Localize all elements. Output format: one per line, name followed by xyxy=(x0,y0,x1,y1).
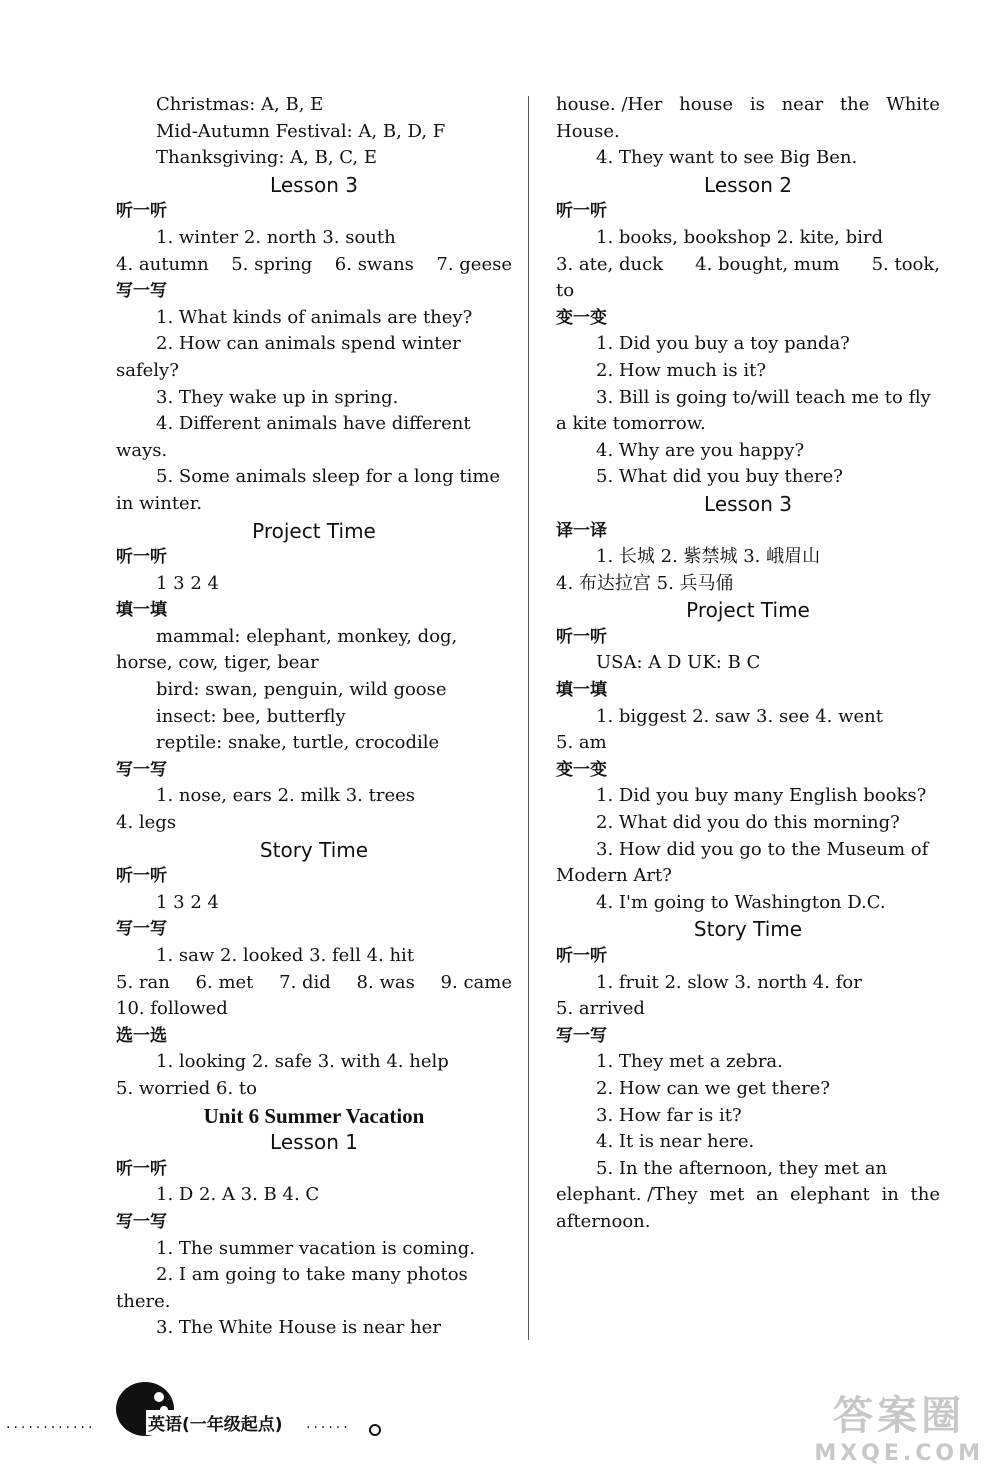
answer-line: 4. They want to see Big Ben. xyxy=(596,147,858,169)
answer-line: 10. followed xyxy=(116,998,228,1020)
exercise-label: 变一变 xyxy=(556,759,607,780)
answer-segment: elephant. /They xyxy=(556,1184,698,1206)
answer-segment: near xyxy=(781,94,824,115)
exercise-label: 听一听 xyxy=(116,201,167,222)
answer-line: House. xyxy=(556,120,620,142)
answer-line: 5. am xyxy=(556,732,607,754)
answer-line: 5. What did you buy there? xyxy=(596,466,843,488)
answer-line: afternoon. xyxy=(556,1210,651,1232)
exercise-label: 听一听 xyxy=(556,946,607,966)
answer-line: ways. xyxy=(116,439,168,461)
answer-line: 1. Did you buy many English books? xyxy=(596,785,927,807)
answer-line: 1. Did you buy a toy panda? xyxy=(596,333,850,355)
answer-line: 4. legs xyxy=(116,812,177,834)
answer-line: 1. biggest 2. saw 3. see 4. went xyxy=(596,705,883,727)
exercise-label: 写一写 xyxy=(116,919,167,940)
answer-line: a kite tomorrow. xyxy=(556,413,706,435)
answer-line: there. xyxy=(116,1290,171,1312)
answer-line: Thanksgiving: A, B, C, E xyxy=(156,147,378,169)
answer-line: 2. How can we get there? xyxy=(596,1077,830,1099)
section-heading: Story Time xyxy=(259,837,369,862)
answer-segment: 4. bought, mum xyxy=(695,253,840,275)
answer-line: 1. books, bookshop 2. kite, bird xyxy=(596,226,883,248)
exercise-label: 听一听 xyxy=(116,547,167,568)
answer-segment: 7. did xyxy=(279,971,331,993)
exercise-label: 听一听 xyxy=(556,201,607,222)
answer-line: 3. How far is it? xyxy=(596,1104,742,1126)
watermark-logo xyxy=(814,1384,984,1466)
answer-line: Modern Art? xyxy=(556,865,672,887)
answer-line xyxy=(556,252,940,279)
answer-line: USA: A D UK: B C xyxy=(596,652,761,674)
answer-line: 1. nose, ears 2. milk 3. trees xyxy=(156,785,415,807)
answer-line: 5. arrived xyxy=(556,998,645,1020)
answer-segment: house. /Her xyxy=(556,94,663,115)
answer-line: in winter. xyxy=(116,492,203,514)
exercise-label: 写一写 xyxy=(116,759,167,780)
answer-segment: 7. geese xyxy=(436,253,512,275)
exercise-label: 写一写 xyxy=(556,1025,607,1046)
answer-line xyxy=(116,970,512,997)
answer-line: 2. What did you do this morning? xyxy=(596,812,900,834)
answer-segment: 5. ran xyxy=(116,971,170,993)
section-heading: Lesson 3 xyxy=(704,491,792,516)
section-heading: Project Time xyxy=(252,518,376,543)
right-column xyxy=(556,92,940,1236)
answer-segment: the xyxy=(910,1184,940,1206)
exercise-label: 选一选 xyxy=(116,1025,167,1046)
left-column xyxy=(116,92,512,1342)
answer-segment: met xyxy=(709,1184,745,1206)
section-heading: Project Time xyxy=(686,598,810,623)
answer-line: 2. How can animals spend winter xyxy=(156,333,461,355)
exercise-label: 填一填 xyxy=(116,600,167,621)
answer-line: 5. worried 6. to xyxy=(116,1077,257,1099)
answer-segment: an xyxy=(756,1184,779,1206)
answer-segment: White xyxy=(886,94,940,115)
exercise-label: 写一写 xyxy=(116,281,167,302)
exercise-label: 听一听 xyxy=(116,1158,167,1179)
answer-line: 1. looking 2. safe 3. with 4. help xyxy=(156,1051,449,1073)
answer-line: 4. I'm going to Washington D.C. xyxy=(596,891,886,913)
answer-segment: 3. ate, duck xyxy=(556,253,664,275)
answer-line: 5. Some animals sleep for a long time xyxy=(156,466,501,488)
answer-line: reptile: snake, turtle, crocodile xyxy=(156,732,440,754)
answer-line: mammal: elephant, monkey, dog, xyxy=(156,625,458,647)
exercise-label: 听一听 xyxy=(116,866,167,887)
answer-segment: 6. met xyxy=(195,971,254,993)
column-divider xyxy=(528,96,529,1340)
footer-dots-left: ············ xyxy=(6,1420,96,1436)
answer-segment: the xyxy=(839,94,870,115)
exercise-label: 写一写 xyxy=(116,1211,167,1232)
answer-line: 2. How much is it? xyxy=(596,359,766,381)
answer-line: 4. Why are you happy? xyxy=(596,439,805,461)
section-heading: Lesson 1 xyxy=(270,1130,358,1155)
footer-title: 英语(一年级起点) xyxy=(146,1410,285,1435)
exercise-label: 译一译 xyxy=(556,520,607,541)
answer-line: 4. Different animals have different xyxy=(156,413,471,435)
answer-line: Mid-Autumn Festival: A, B, D, F xyxy=(156,120,446,142)
answer-segment: 9. came xyxy=(440,971,512,993)
answer-line: 2. I am going to take many photos xyxy=(156,1264,468,1286)
answer-segment: 5. spring xyxy=(231,253,313,275)
answer-line: 4. 布达拉宫 5. 兵马俑 xyxy=(556,572,734,594)
answer-line: insect: bee, butterfly xyxy=(156,705,346,727)
answer-line: 5. In the afternoon, they met an xyxy=(596,1157,888,1179)
answer-line: 1. winter 2. north 3. south xyxy=(156,226,396,248)
answer-line: 1. D 2. A 3. B 4. C xyxy=(156,1184,320,1206)
page-footer xyxy=(0,1380,520,1450)
answer-segment: 8. was xyxy=(356,971,415,993)
answer-line: 1. The summer vacation is coming. xyxy=(156,1237,475,1259)
answer-segment: in xyxy=(881,1184,899,1206)
section-heading: Lesson 3 xyxy=(270,172,358,197)
answer-line: 1. What kinds of animals are they? xyxy=(156,306,473,328)
answer-segment: house xyxy=(679,94,734,115)
section-heading: Unit 6 Summer Vacation xyxy=(203,1103,425,1128)
answer-line xyxy=(556,1182,940,1209)
answer-segment: 5. took, xyxy=(871,253,940,275)
answer-line: 3. They wake up in spring. xyxy=(156,386,399,408)
watermark-top: 答案圈 xyxy=(833,1393,966,1439)
answer-segment: 4. autumn xyxy=(116,253,209,275)
answer-line: 1. 长城 2. 紫禁城 3. 峨眉山 xyxy=(596,546,821,568)
section-heading: Story Time xyxy=(693,917,803,942)
answer-line: 1. fruit 2. slow 3. north 4. for xyxy=(596,971,862,993)
exercise-label: 填一填 xyxy=(556,680,607,701)
answer-line: 3. How did you go to the Museum of xyxy=(596,838,929,860)
answer-line: to xyxy=(556,280,575,302)
footer-dots-right: ······ xyxy=(306,1420,351,1436)
answer-line: 1 3 2 4 xyxy=(156,891,219,913)
answer-line: horse, cow, tiger, bear xyxy=(116,652,319,674)
answer-line xyxy=(116,252,512,279)
answer-line: 3. Bill is going to/will teach me to fly xyxy=(596,386,931,408)
answer-segment: is xyxy=(749,94,765,115)
answer-line: Christmas: A, B, E xyxy=(156,94,324,115)
section-heading: Lesson 2 xyxy=(704,172,792,197)
exercise-label: 变一变 xyxy=(556,307,607,328)
answer-line: safely? xyxy=(116,359,179,381)
answer-line: 1. They met a zebra. xyxy=(596,1051,783,1073)
watermark-bottom: MXQE.COM xyxy=(814,1441,984,1466)
answer-segment: elephant xyxy=(790,1184,870,1206)
answer-line: 1. saw 2. looked 3. fell 4. hit xyxy=(156,945,415,966)
answer-line: 1 3 2 4 xyxy=(156,572,219,594)
answer-line xyxy=(556,92,940,119)
answer-line: 3. The White House is near her xyxy=(156,1317,441,1339)
answer-segment: 6. swans xyxy=(334,253,414,275)
answer-line: bird: swan, penguin, wild goose xyxy=(156,679,447,701)
answer-line: 4. It is near here. xyxy=(596,1131,755,1153)
footer-ring-icon xyxy=(369,1424,381,1436)
exercise-label: 听一听 xyxy=(556,626,607,647)
